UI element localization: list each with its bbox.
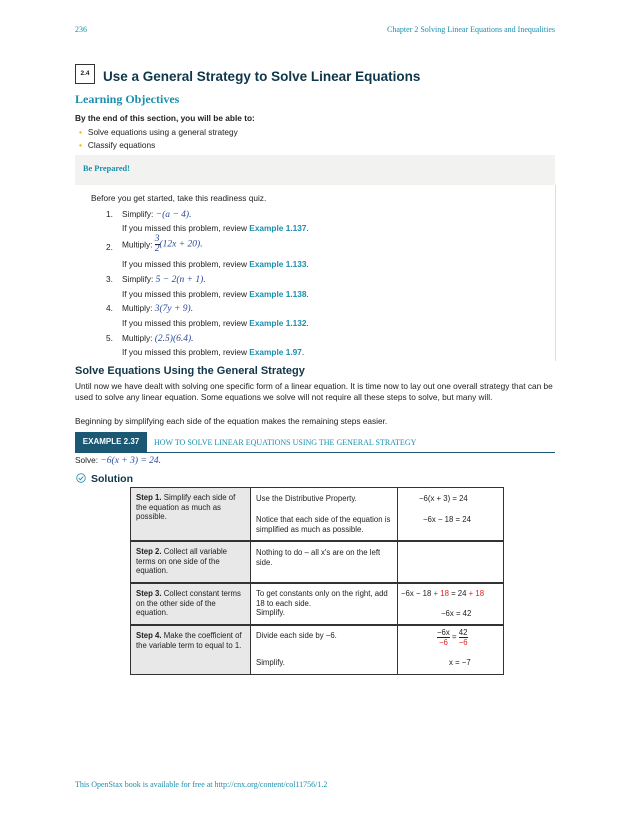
step-instruction: Divide each side by −6. [256,631,337,640]
example-link[interactable]: Example 1.137 [249,223,307,233]
quiz-number: 5. [106,333,113,343]
footer: This OpenStax book is available for free at http://cnx.org/content/col11756/1.2 [75,780,328,789]
step-instruction: Nothing to do – all x's are on the left side. [256,548,381,567]
example-link[interactable]: Example 1.97 [249,347,302,357]
equation: −6x = 42 [441,609,472,618]
objectives-intro: By the end of this section, you will be able to: [75,113,255,123]
quiz-question: Simplify: 5 − 2(n + 1). [122,274,206,285]
step-instruction: Notice that each side of the equation is simplified as much as possible. [256,515,391,534]
example-link[interactable]: Example 1.138 [249,289,307,299]
step-description: Step 3. Collect constant terms on the other side of the equation. [136,589,241,617]
quiz-number: 4. [106,303,113,313]
step-instruction: Use the Distributive Property. [256,494,357,503]
step-description: Step 1. Simplify each side of the equation as much as possible. [136,493,236,521]
quiz-review: If you missed this problem, review Example 1.133. [122,259,309,269]
paragraph: Beginning by simplifying each side of the equation makes the remaining steps easier. [75,416,388,426]
example-label: EXAMPLE 2.37 [75,432,147,452]
quiz-number: 1. [106,209,113,219]
be-prepared-banner [75,155,555,185]
quiz-question: Multiply: 3(7y + 9). [122,303,194,314]
objective-item: • Classify equations [79,140,156,150]
quiz-number: 2. [106,242,113,252]
example-title: HOW TO SOLVE LINEAR EQUATIONS USING THE GENERAL STRATEGY [154,438,417,447]
quiz-review: If you missed this problem, review Example 1.132. [122,318,309,328]
check-circle-icon [76,473,86,483]
paragraph: Until now we have dealt with solving one specific form of a linear equation. It is time now to lay out one overall strategy that can be used to solve any linear equation. Some equations we solve will not require all these steps to solve, but many will. [75,381,553,402]
example-link[interactable]: Example 1.132 [249,318,307,328]
math-expression: −(a − 4). [155,210,192,220]
step-instruction: To get constants only on the right, add 18 to each side. [256,589,388,608]
quiz-question: Multiply: (2.5)(6.4). [122,333,194,344]
step-instruction: Simplify. [256,608,285,617]
section-number: 2.4 [75,64,95,84]
quiz-review: If you missed this problem, review Example 1.138. [122,289,309,299]
bullet-icon: • [79,127,82,137]
quiz-question: Multiply: $\frac{3}{2}$ (12x + 20). [122,234,203,254]
page-number: 236 [75,25,87,34]
step-instruction: Simplify. [256,658,285,667]
math-expression: 3(7y + 9). [154,304,194,314]
equation: −6x − 18 + 18 = 24 + 18 [401,589,485,598]
quiz-question: Simplify: −(a − 4). [122,209,192,220]
objective-item: • Solve equations using a general strategy [79,127,238,137]
bullet-icon: • [79,140,82,150]
example-link[interactable]: Example 1.133 [249,259,307,269]
solution-label: Solution [91,473,133,485]
math-expression: (2.5)(6.4). [154,334,194,344]
chapter-title: Chapter 2 Solving Linear Equations and Inequalities [387,25,555,34]
steps-table [130,487,504,675]
be-prepared-label: Be Prepared! [83,164,130,173]
quiz-intro: Before you get started, take this readiness quiz. [91,193,267,203]
section-title: Use a General Strategy to Solve Linear Equations [103,69,421,84]
divider [555,185,556,361]
equation: x = −7 [449,658,471,667]
quiz-number: 3. [106,274,113,284]
objectives-heading: Learning Objectives [75,92,180,106]
step-description: Step 4. Make the coefficient of the variable term to equal to 1. [136,631,242,650]
math-expression: 5 − 2(n + 1). [155,275,206,285]
fraction: $\frac{3}{2}$ [154,234,160,254]
quiz-review: If you missed this problem, review Example 1.137. [122,223,309,233]
math-expression: −6(x + 3) = 24. [100,456,162,466]
equation: −6x − 18 = 24 [423,515,471,524]
math-expression: (12x + 20). [159,239,203,250]
subsection-heading: Solve Equations Using the General Strategy [75,365,305,377]
step-description: Step 2. Collect all variable terms on one side of the equation. [136,547,228,575]
equation: −6(x + 3) = 24 [419,494,468,503]
solve-prompt: Solve: −6(x + 3) = 24. [75,455,162,466]
quiz-review: If you missed this problem, review Example 1.97. [122,347,305,357]
fraction-equation: $\frac{-6x}{-6}$ = $\frac{42}{-6}$ [437,628,468,647]
